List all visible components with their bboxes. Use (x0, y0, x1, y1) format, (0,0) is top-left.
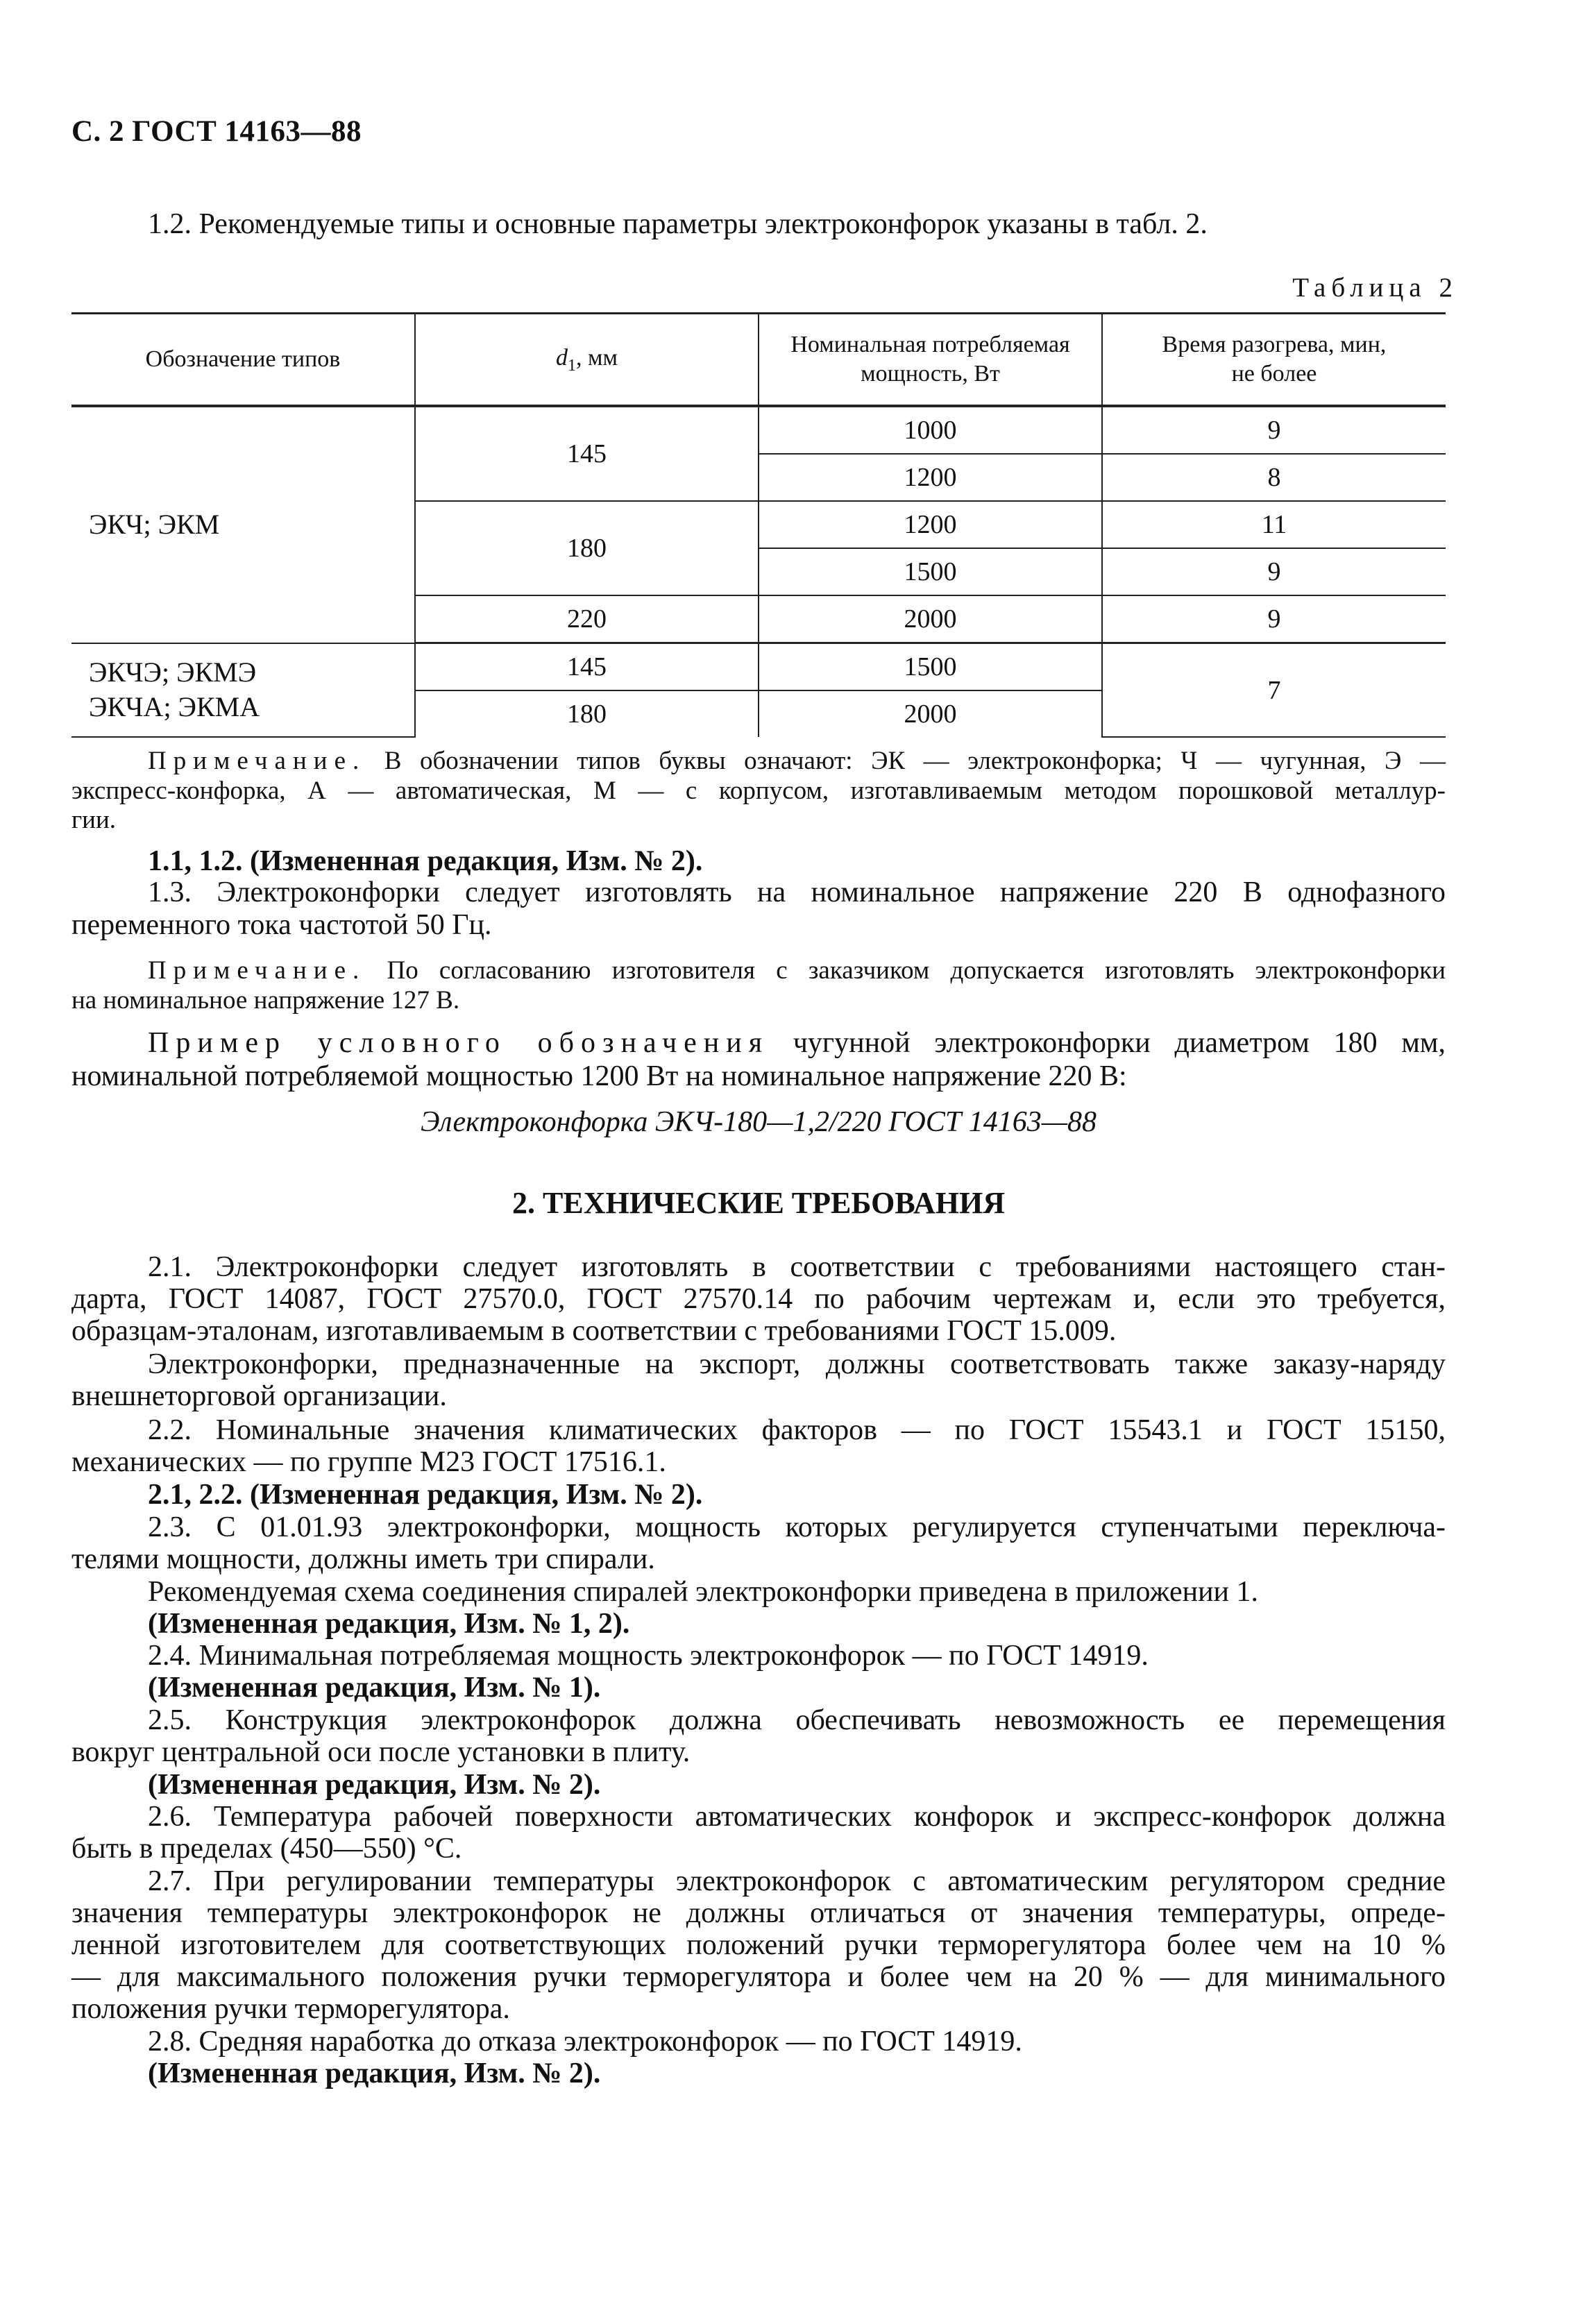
diameter-cell: 145 (415, 643, 759, 691)
paragraph-1-3: 1.3. Электроконфорки следует изготовлять на номинальное напряжение 220 В однофазного (148, 876, 1446, 908)
paragraph-2-5: вокруг центральной оси после установки в плиту. (71, 1736, 691, 1768)
table-caption: Таблица 2 (1292, 273, 1458, 303)
paragraph-2-4: 2.4. Минимальная потребляемая мощность электроконфорок — по ГОСТ 14919. (148, 1640, 1149, 1672)
section-title: 2. ТЕХНИЧЕСКИЕ ТРЕБОВАНИЯ (512, 1186, 1005, 1220)
paragraph-2-1: образцам-эталонам, изготавливаемым в соответствии с требованиями ГОСТ 15.009. (71, 1315, 1117, 1347)
paragraph-2-7: положения ручки терморегулятора. (71, 1993, 510, 2025)
header-type: Обозначение типов (71, 314, 415, 407)
paragraph-2-6: быть в пределах (450—550) °С. (71, 1833, 462, 1865)
paragraph-2-1: дарта, ГОСТ 14087, ГОСТ 27570.0, ГОСТ 27570.14 по рабочим чертежам и, если это требуется, (71, 1283, 1446, 1315)
power-cell: 1200 (759, 454, 1102, 501)
diameter-cell: 180 (415, 690, 759, 737)
paragraph-2-2: 2.2. Номинальные значения климатических факторов — по ГОСТ 15543.1 и ГОСТ 15150, (148, 1414, 1446, 1446)
heat-time-cell: 7 (1102, 643, 1446, 738)
example-line: Пример условного обозначения чугунной электроконфорки диаметром 180 мм, (148, 1027, 1446, 1059)
heat-time-cell: 9 (1102, 595, 1446, 643)
header-heat-time: Время разогрева, мин, не более (1102, 314, 1446, 407)
example-designation: Электроконфорка ЭКЧ-180—1,2/220 ГОСТ 14163—88 (420, 1106, 1097, 1138)
paragraph-2-3: телями мощности, должны иметь три спирали. (71, 1543, 655, 1575)
diameter-cell: 145 (415, 406, 759, 501)
diameter-cell: 220 (415, 595, 759, 643)
amendment-note: (Измененная редакция, Изм. № 2). (148, 1769, 601, 1801)
paragraph-2-7: значения температуры электроконфорок не должны отличаться от значения температуры, опреде- (71, 1897, 1446, 1929)
paragraph-2-6: 2.6. Температура рабочей поверхности автоматических конфорок и экспресс-конфорок должна (148, 1801, 1446, 1833)
paragraph-2-5: 2.5. Конструкция электроконфорок должна обеспечивать невозможность ее перемещения (148, 1704, 1446, 1736)
heat-time-cell: 8 (1102, 454, 1446, 501)
table-row (71, 643, 1446, 691)
heat-time-cell: 9 (1102, 548, 1446, 595)
parameters-table (71, 312, 1446, 738)
amendment-note: 2.1, 2.2. (Измененная редакция, Изм. № 2). (148, 1479, 703, 1511)
page-header: С. 2 ГОСТ 14163—88 (71, 115, 362, 148)
diameter-cell: 180 (415, 501, 759, 595)
heat-time-cell: 9 (1102, 406, 1446, 454)
voltage-note-line: Примечание. По согласованию изготовителя с заказчиком допускается изготовлять электроконфорки (148, 956, 1446, 985)
paragraph-2-3-scheme: Рекомендуемая схема соединения спиралей электроконфорки приведена в приложении 1. (148, 1576, 1259, 1608)
voltage-note-line: на номинальное напряжение 127 В. (71, 986, 460, 1015)
amendment-note: (Измененная редакция, Изм. № 1). (148, 1672, 601, 1704)
paragraph-2-8: 2.8. Средняя наработка до отказа электроконфорок — по ГОСТ 14919. (148, 2026, 1022, 2058)
header-diameter: $d_1$, мм (415, 314, 759, 407)
amendment-note: 1.1, 1.2. (Измененная редакция, Изм. № 2). (148, 845, 703, 877)
table-note-line: гии. (71, 806, 117, 834)
paragraph-2-3: 2.3. С 01.01.93 электроконфорки, мощность которых регулируется ступенчатыми переключа- (148, 1511, 1446, 1543)
table-row (71, 406, 1446, 454)
amendment-note: (Измененная редакция, Изм. № 2). (148, 2058, 601, 2089)
power-cell: 1000 (759, 406, 1102, 454)
example-line: номинальной потребляемой мощностью 1200 Вт на номинальное напряжение 220 В: (71, 1060, 1127, 1092)
paragraph-2-7: ленной изготовителем для соответствующих положений ручки терморегулятора более чем на 10 % (71, 1929, 1446, 1961)
paragraph-2-2: механических — по группе М23 ГОСТ 17516.1. (71, 1446, 666, 1478)
paragraph-2-1: 2.1. Электроконфорки следует изготовлять в соответствии с требованиями настоящего стан- (148, 1251, 1446, 1283)
paragraph-2-1-export: внешнеторговой организации. (71, 1380, 447, 1412)
paragraph-2-7: 2.7. При регулировании температуры электроконфорок с автоматическим регулятором средние (148, 1865, 1446, 1897)
heat-time-cell: 11 (1102, 501, 1446, 548)
table-header-row (71, 314, 1446, 407)
type-cell: ЭКЧ; ЭКМ (71, 406, 415, 643)
power-cell: 2000 (759, 595, 1102, 643)
power-cell: 2000 (759, 690, 1102, 737)
paragraph-2-1-export: Электроконфорки, предназначенные на экспорт, должны соответствовать также заказу-наряду (148, 1348, 1446, 1380)
table-note-line: экспресс-конфорка, А — автоматическая, М — с корпусом, изготавливаемым методом порошковой металлур- (71, 777, 1446, 805)
type-cell: ЭКЧЭ; ЭКМЭ ЭКЧА; ЭКМА (71, 643, 415, 738)
power-cell: 1500 (759, 548, 1102, 595)
power-cell: 1500 (759, 643, 1102, 691)
table-note-line: Примечание. В обозначении типов буквы означают: ЭК — электроконфорка; Ч — чугунная, Э — (148, 747, 1446, 775)
header-power: Номинальная потребляемая мощность, Вт (759, 314, 1102, 407)
amendment-note: (Измененная редакция, Изм. № 1, 2). (148, 1608, 630, 1640)
paragraph-1-3-cont: переменного тока частотой 50 Гц. (71, 909, 492, 941)
power-cell: 1200 (759, 501, 1102, 548)
paragraph-1-2: 1.2. Рекомендуемые типы и основные параметры электроконфорок указаны в табл. 2. (148, 208, 1208, 240)
paragraph-2-7: — для максимального положения ручки терморегулятора и более чем на 20 % — для минимального (71, 1961, 1446, 1993)
